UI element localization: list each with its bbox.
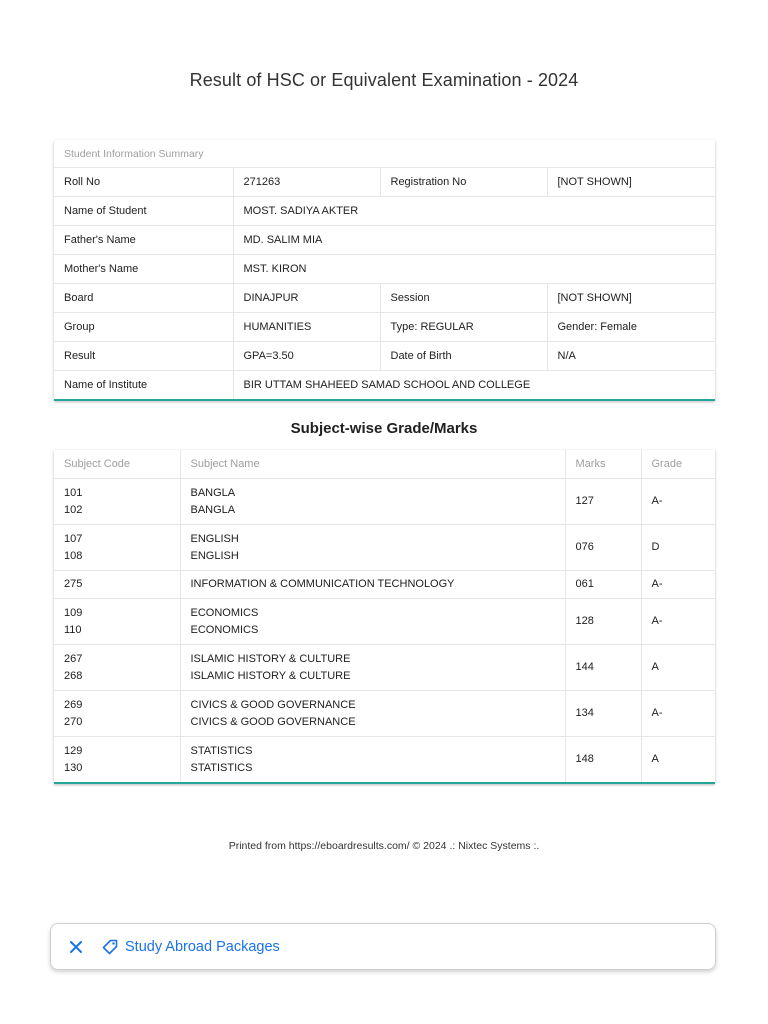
subject-code: 269 bbox=[64, 698, 83, 711]
gender-value: Gender: Female bbox=[547, 313, 715, 342]
subject-name: ECONOMICS bbox=[190, 606, 259, 619]
subjects-body bbox=[54, 479, 715, 783]
subject-code: 110 bbox=[64, 623, 82, 636]
subject-grade: A bbox=[641, 737, 715, 783]
header-subject-code: Subject Code bbox=[64, 458, 131, 470]
subject-name-cell bbox=[180, 525, 565, 571]
subject-code: 107 bbox=[64, 532, 83, 545]
info-row-institute bbox=[54, 371, 715, 400]
study-abroad-link[interactable]: Study Abroad Packages bbox=[125, 938, 280, 955]
institute-label: Name of Institute bbox=[54, 371, 233, 400]
name-label: Name of Student bbox=[54, 197, 233, 226]
subject-name: STATISTICS bbox=[190, 761, 253, 774]
table-row bbox=[54, 479, 715, 525]
close-icon[interactable] bbox=[65, 936, 87, 958]
subject-marks: 127 bbox=[565, 479, 641, 525]
table-row bbox=[54, 737, 715, 783]
type-value: Type: REGULAR bbox=[380, 313, 547, 342]
subject-name: CIVICS & GOOD GOVERNANCE bbox=[190, 698, 356, 711]
table-row bbox=[54, 599, 715, 645]
table-row bbox=[54, 525, 715, 571]
session-label: Session bbox=[380, 284, 547, 313]
info-row-roll bbox=[54, 168, 715, 197]
subject-marks: 076 bbox=[565, 525, 641, 571]
subject-code: 129 bbox=[64, 744, 83, 757]
subject-name: BANGLA bbox=[190, 503, 236, 516]
registration-value: [NOT SHOWN] bbox=[547, 168, 715, 197]
subject-name: INFORMATION & COMMUNICATION TECHNOLOGY bbox=[180, 571, 565, 599]
subject-marks: 144 bbox=[565, 645, 641, 691]
roll-label: Roll No bbox=[54, 168, 233, 197]
session-value: [NOT SHOWN] bbox=[547, 284, 715, 313]
result-label: Result bbox=[54, 342, 233, 371]
subject-name-cell bbox=[180, 599, 565, 645]
subject-code: 108 bbox=[64, 549, 83, 562]
header-subject-name: Subject Name bbox=[180, 450, 565, 479]
group-label: Group bbox=[54, 313, 233, 342]
table-row bbox=[54, 691, 715, 737]
info-row-name bbox=[54, 197, 715, 226]
table-caption: Student Information Summary bbox=[64, 147, 204, 160]
subject-code-cell bbox=[54, 737, 180, 783]
subject-name-cell bbox=[180, 645, 565, 691]
subject-code-cell bbox=[54, 691, 180, 737]
subject-code: 101 bbox=[64, 486, 83, 499]
subject-name: CIVICS & GOOD GOVERNANCE bbox=[190, 715, 356, 728]
subject-marks: 061 bbox=[565, 571, 641, 599]
promo-bar bbox=[50, 923, 716, 970]
subjects-card bbox=[54, 450, 715, 784]
group-value: HUMANITIES bbox=[233, 313, 380, 342]
subject-marks: 148 bbox=[565, 737, 641, 783]
name-value: MOST. SADIYA AKTER bbox=[233, 197, 715, 226]
info-caption-row bbox=[54, 140, 715, 168]
info-row-mother bbox=[54, 255, 715, 284]
subject-name-cell bbox=[180, 479, 565, 525]
roll-value: 271263 bbox=[233, 168, 380, 197]
subject-marks: 128 bbox=[565, 599, 641, 645]
tag-icon bbox=[101, 938, 119, 956]
registration-label: Registration No bbox=[380, 168, 547, 197]
info-row-father bbox=[54, 226, 715, 255]
subjects-header-row bbox=[54, 450, 715, 479]
subject-name: ECONOMICS bbox=[190, 623, 259, 636]
student-info-card bbox=[54, 140, 715, 401]
subject-code: 130 bbox=[64, 761, 83, 774]
subject-name: BANGLA bbox=[190, 486, 236, 499]
mother-label: Mother's Name bbox=[54, 255, 233, 284]
board-label: Board bbox=[54, 284, 233, 313]
dob-label: Date of Birth bbox=[380, 342, 547, 371]
subject-code-cell bbox=[54, 599, 180, 645]
institute-value: BIR UTTAM SHAHEED SAMAD SCHOOL AND COLLEGE bbox=[233, 371, 715, 400]
subject-name: ENGLISH bbox=[190, 532, 239, 545]
subject-code: 109 bbox=[64, 606, 83, 619]
dob-value: N/A bbox=[547, 342, 715, 371]
subject-code: 102 bbox=[64, 503, 83, 516]
subject-code: 267 bbox=[64, 652, 83, 665]
table-row bbox=[54, 571, 715, 599]
student-info-table bbox=[54, 140, 715, 399]
subject-code-cell bbox=[54, 525, 180, 571]
info-row-group bbox=[54, 313, 715, 342]
header-marks: Marks bbox=[565, 450, 641, 479]
subject-name-cell bbox=[180, 691, 565, 737]
subject-grade: A- bbox=[641, 571, 715, 599]
subject-name: ISLAMIC HISTORY & CULTURE bbox=[190, 669, 351, 682]
result-value: GPA=3.50 bbox=[233, 342, 380, 371]
subject-code: 270 bbox=[64, 715, 83, 728]
board-value: DINAJPUR bbox=[233, 284, 380, 313]
printed-from-note: Printed from https://eboardresults.com/ © 2024 .: Nixtec Systems :. bbox=[228, 840, 540, 852]
subject-name: ENGLISH bbox=[190, 549, 239, 562]
subject-code-cell bbox=[54, 645, 180, 691]
header-grade: Grade bbox=[641, 450, 715, 479]
info-row-result bbox=[54, 342, 715, 371]
info-row-board bbox=[54, 284, 715, 313]
subjects-table bbox=[54, 450, 715, 782]
subject-grade: A bbox=[641, 645, 715, 691]
table-row bbox=[54, 645, 715, 691]
father-value: MD. SALIM MIA bbox=[233, 226, 715, 255]
subject-grade: A- bbox=[641, 479, 715, 525]
subject-marks: 134 bbox=[565, 691, 641, 737]
subject-code: 275 bbox=[54, 571, 180, 599]
subject-name: ISLAMIC HISTORY & CULTURE bbox=[190, 652, 351, 665]
mother-value: MST. KIRON bbox=[233, 255, 715, 284]
subjects-section-title: Subject-wise Grade/Marks bbox=[290, 420, 478, 437]
father-label: Father's Name bbox=[54, 226, 233, 255]
page-title: Result of HSC or Equivalent Examination - 2024 bbox=[189, 70, 579, 90]
subject-grade: D bbox=[641, 525, 715, 571]
subject-name: STATISTICS bbox=[190, 744, 253, 757]
subject-code: 268 bbox=[64, 669, 83, 682]
subject-grade: A- bbox=[641, 599, 715, 645]
subject-grade: A- bbox=[641, 691, 715, 737]
subject-code-cell bbox=[54, 479, 180, 525]
subject-name-cell bbox=[180, 737, 565, 783]
